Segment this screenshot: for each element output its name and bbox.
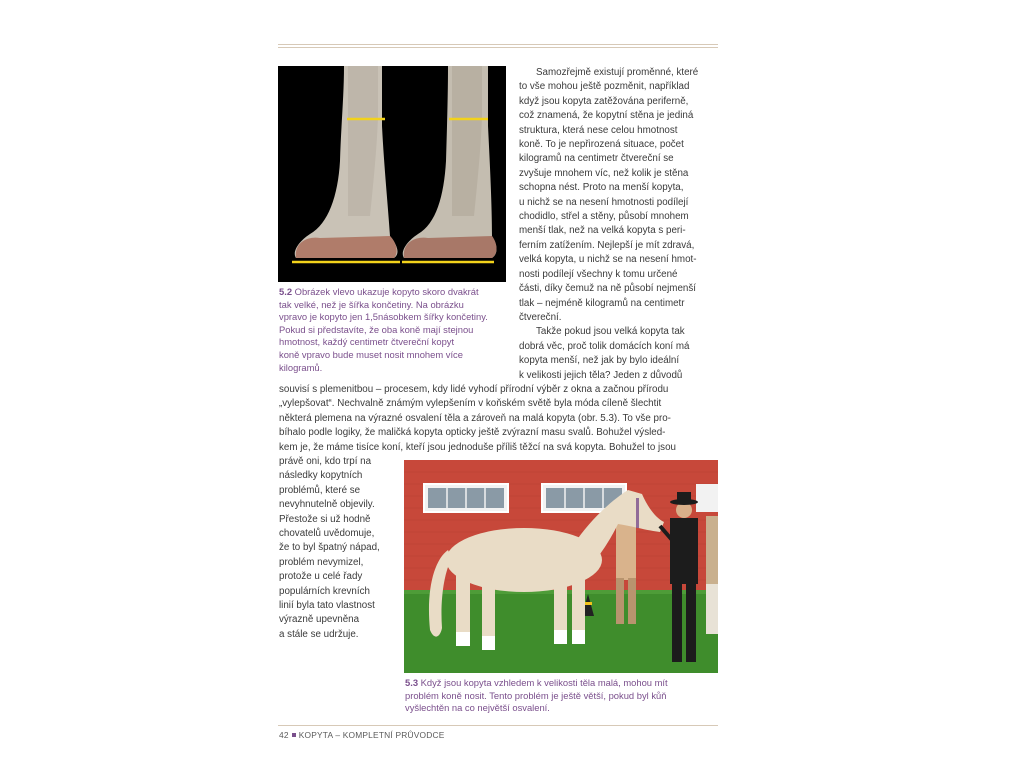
body-text-right-column — [519, 66, 719, 383]
text-line: nosti podílejí všechny k tomu určené — [519, 268, 678, 280]
text-line: chodidlo, střel a stěny, působí mnohem — [519, 211, 689, 223]
text-line: u nichž se na nesení hmotnosti podílejí — [519, 196, 689, 208]
running-title: KOPYTA – KOMPLETNÍ PRŮVODCE — [298, 730, 445, 740]
text-line: problém nevymizel, — [279, 556, 364, 568]
text-line: že to byl špatný nápad, — [279, 542, 380, 554]
text-line: zvyšuje mnohem víc, než kolik je stěna — [519, 167, 689, 179]
text-line: Samozřejmě existují proměnné, které — [536, 67, 699, 78]
figure-horse-photo — [404, 460, 718, 673]
bottom-rule — [278, 725, 718, 726]
text-line: koně. To je nepřirozená situace, počet — [519, 139, 684, 151]
body-text-wide — [279, 383, 719, 455]
text-line: nevyhnutelně objevily. — [279, 499, 375, 511]
figure-number: 5.3 — [405, 677, 419, 688]
text-line: bíhalo podle logiky, že maličká kopyta opticky ještě zvýrazní masu svalů. Bohužel výsled- — [279, 427, 666, 439]
text-line: souvisí s plemenitbou – procesem, kdy lidé vyhodí přírodní výběr z okna a začnou přírodu — [279, 384, 669, 395]
body-text-left-column — [279, 455, 409, 642]
text-line: výrazně upevněna — [279, 614, 360, 626]
text-line: kilogramů na centimetr čtvereční se — [519, 153, 674, 165]
figure-hooves-photo — [278, 66, 506, 282]
text-line: čtvereční. — [519, 311, 562, 323]
text-line: protože u celé řady — [279, 571, 363, 583]
caption-line: koně vpravo bude muset nosit mnohem více — [279, 348, 463, 360]
top-rule — [278, 44, 718, 45]
caption-line: hmotnost, každý centimetr čtvereční kopyt — [279, 336, 455, 348]
text-line: když jsou kopyta zatěžována periferně, — [519, 95, 689, 107]
text-line: menší tlak, než na velká kopyta s peri- — [519, 225, 686, 237]
figure-number: 5.2 — [279, 286, 293, 297]
text-line: „vylepšovat“. Nechvalně známým vylepšením v koňském světě byla móda cíleně šlechtit — [279, 398, 662, 410]
text-line: což znamená, že kopytní stěna je jediná — [519, 110, 694, 122]
text-line: velká kopyta, u nichž se na nesení hmot- — [519, 254, 697, 266]
text-line: ferním zatížením. Nejlepší je mít zdravá, — [519, 239, 695, 251]
square-bullet-icon — [292, 733, 296, 737]
caption-line: vyšlechtěn na co největší osvalení. — [405, 702, 550, 714]
text-line: některá plemena na výrazné osvalení těla a zároveň na malá kopyta (obr. 5.3). To vše pro- — [279, 412, 671, 424]
text-line: kopyta menší, než jak by bylo ideální — [519, 355, 680, 367]
text-line: problémů, které se — [279, 484, 361, 496]
page-footer — [279, 730, 445, 740]
text-line: právě oni, kdo trpí na — [279, 456, 372, 467]
text-line: části, díky čemuž na ně působí nejmenší — [519, 283, 696, 295]
caption-line: vpravo je kopyto jen 1,5násobkem šířky končetiny. — [279, 311, 488, 323]
text-line: následky kopytních — [279, 470, 363, 482]
text-line: a stále se udržuje. — [279, 628, 359, 640]
text-line: kem je, že máme tisíce koní, kteří jsou jednoduše příliš těžcí na svá kopyta. Bohužel to jsou — [279, 441, 676, 453]
text-line: chovatelů uvědomuje, — [279, 528, 375, 540]
top-rule — [278, 47, 718, 48]
text-line: schopna nést. Proto na menší kopyta, — [519, 182, 684, 194]
text-line: k velikosti jejich těla? Jeden z důvodů — [519, 369, 683, 381]
text-line: struktura, která nese celou hmotnost — [519, 124, 678, 136]
text-line: dobrá věc, proč tolik domácích koní má — [519, 340, 690, 352]
horse-show-illustration — [404, 460, 718, 673]
text-line: Takže pokud jsou velká kopyta tak — [536, 326, 685, 338]
text-line: populárních krevních — [279, 585, 370, 597]
caption-line: kilogramů. — [279, 361, 323, 373]
caption-line: problém koně nosit. Tento problém je ještě větší, pokud byl kůň — [405, 689, 667, 701]
text-line: tlak – nejméně kilogramů na centimetr — [519, 297, 685, 309]
caption-line: Když jsou kopyta vzhledem k velikosti těla malá, mohou mít — [420, 677, 668, 688]
caption-line: Pokud si představíte, že oba koně mají stejnou — [279, 323, 474, 335]
caption-line: tak velké, než je šířka končetiny. Na obrázku — [279, 298, 464, 310]
text-line: Přestože si už hodně — [279, 513, 371, 525]
figure-caption — [279, 286, 507, 374]
figure-caption — [405, 677, 719, 715]
text-line: to vše mohou ještě pozměnit, například — [519, 81, 690, 93]
page-number: 42 — [279, 730, 289, 740]
caption-line: Obrázek vlevo ukazuje kopyto skoro dvakrát — [294, 286, 479, 297]
text-line: linií byla tato vlastnost — [279, 600, 375, 612]
hooves-illustration — [278, 66, 506, 282]
